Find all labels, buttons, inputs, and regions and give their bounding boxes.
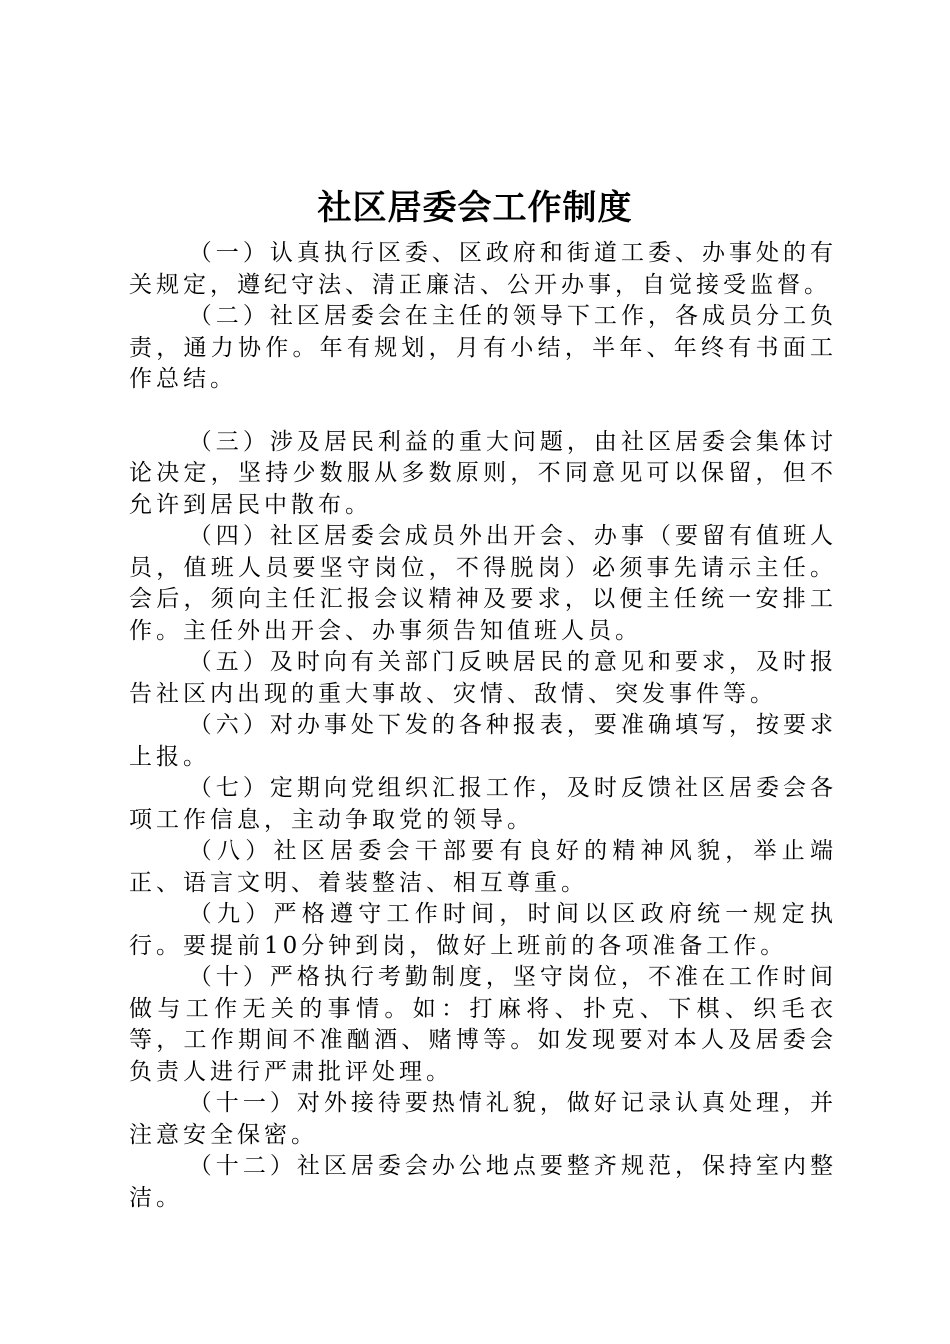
blank-line [129,396,837,427]
paragraph-9: （九）严格遵守工作时间，时间以区政府统一规定执行。要提前10分钟到岗，做好上班前的各项准备工作。 [129,901,837,959]
paragraph-5: （五）及时向有关部门反映居民的意见和要求，及时报告社区内出现的重大事故、灾情、敌情、突发事件等。 [129,649,837,707]
paragraph-11: （十一）对外接待要热情礼貌，做好记录认真处理，并注意安全保密。 [129,1090,837,1148]
document-body [129,238,837,1214]
paragraph-6: （六）对办事处下发的各种报表，要准确填写，按要求上报。 [129,712,837,770]
paragraph-3: （三）涉及居民利益的重大问题，由社区居委会集体讨论决定，坚持少数服从多数原则，不同意见可以保留，但不允许到居民中散布。 [129,428,837,518]
paragraph-10: （十）严格执行考勤制度，坚守岗位，不准在工作时间做与工作无关的事情。如：打麻将、扑克、下棋、织毛衣等，工作期间不准酗酒、赌博等。如发现要对本人及居委会负责人进行严肃批评处理。 [129,964,837,1085]
paragraph-7: （七）定期向党组织汇报工作，及时反馈社区居委会各项工作信息，主动争取党的领导。 [129,775,837,833]
paragraph-4: （四）社区居委会成员外出开会、办事（要留有值班人员，值班人员要坚守岗位，不得脱岗）必须事先请示主任。会后，须向主任汇报会议精神及要求，以便主任统一安排工作。主任外出开会、办事须告知值班人员。 [129,523,837,644]
document-title: 社区居委会工作制度 [317,188,633,228]
paragraph-2: （二）社区居委会在主任的领导下工作，各成员分工负责，通力协作。年有规划，月有小结，半年、年终有书面工作总结。 [129,303,837,392]
paragraph-12: （十二）社区居委会办公地点要整齐规范，保持室内整洁。 [129,1153,837,1211]
paragraph-1: （一）认真执行区委、区政府和街道工委、办事处的有关规定，遵纪守法、清正廉洁、公开办事，自觉接受监督。 [129,240,837,298]
paragraph-8: （八）社区居委会干部要有良好的精神风貌，举止端正、语言文明、着装整洁、相互尊重。 [129,838,837,896]
